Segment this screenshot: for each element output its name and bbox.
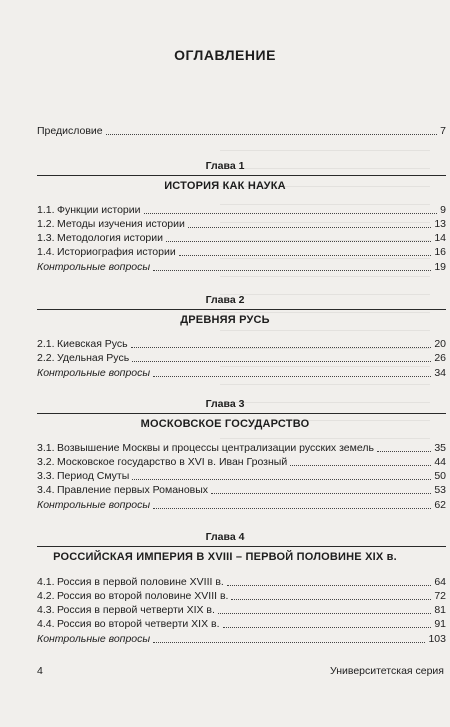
toc-entry[interactable] bbox=[37, 483, 446, 497]
entry-number: 3.4. bbox=[37, 484, 55, 496]
leader-dots bbox=[132, 478, 431, 480]
leader-dots bbox=[179, 254, 432, 256]
entry-number: 3.2. bbox=[37, 456, 55, 468]
leader-dots bbox=[106, 133, 438, 135]
entry-page: 19 bbox=[434, 261, 446, 273]
leader-dots bbox=[131, 346, 432, 348]
leader-dots bbox=[211, 492, 431, 494]
entry-number: 4.4. bbox=[37, 618, 55, 630]
entry-number: 2.2. bbox=[37, 352, 55, 364]
toc-entry-questions[interactable] bbox=[37, 366, 446, 380]
toc-entry[interactable] bbox=[37, 617, 446, 631]
toc-entry[interactable] bbox=[37, 217, 446, 231]
toc-entry-questions[interactable] bbox=[37, 632, 446, 646]
entry-text: Контрольные вопросы bbox=[37, 499, 151, 511]
chapter-rule bbox=[37, 309, 446, 310]
entry-number: 2.1. bbox=[37, 338, 55, 350]
entry-text: Контрольные вопросы bbox=[37, 367, 151, 379]
entry-text: Московское государство в XVI в. Иван Грозный bbox=[57, 456, 288, 468]
toc-entry-questions[interactable] bbox=[37, 498, 446, 512]
entry-page: 13 bbox=[434, 218, 446, 230]
entry-number: 3.1. bbox=[37, 442, 55, 454]
toc-entry[interactable] bbox=[37, 575, 446, 589]
entry-page: 7 bbox=[440, 125, 446, 137]
toc-entry[interactable] bbox=[37, 337, 446, 351]
leader-dots bbox=[231, 598, 431, 600]
entry-page: 64 bbox=[434, 576, 446, 588]
entry-page: 81 bbox=[434, 604, 446, 616]
chapter-label: Глава 3 bbox=[205, 398, 245, 410]
entry-text: Удельная Русь bbox=[57, 352, 130, 364]
toc-entry-preface[interactable] bbox=[37, 124, 446, 138]
series-name: Университетская серия bbox=[330, 665, 444, 677]
toc-entry[interactable] bbox=[37, 589, 446, 603]
entry-page: 9 bbox=[440, 204, 446, 216]
leader-dots bbox=[188, 226, 431, 228]
entry-number: 4.1. bbox=[37, 576, 55, 588]
entry-text: Предисловие bbox=[37, 125, 103, 137]
leader-dots bbox=[153, 269, 431, 271]
entry-text: Методология истории bbox=[57, 232, 163, 244]
entry-text: Россия в первой четверти XIX в. bbox=[57, 604, 215, 616]
leader-dots bbox=[144, 212, 438, 214]
toc-entry[interactable] bbox=[37, 203, 446, 217]
entry-text: Россия во второй четверти XIX в. bbox=[57, 618, 220, 630]
entry-page: 50 bbox=[434, 470, 446, 482]
entry-page: 91 bbox=[434, 618, 446, 630]
entry-text: Контрольные вопросы bbox=[37, 633, 151, 645]
chapter-title: ДРЕВНЯЯ РУСЬ bbox=[180, 314, 270, 326]
leader-dots bbox=[377, 450, 431, 452]
entry-number: 1.4. bbox=[37, 246, 55, 258]
entry-number: 4.2. bbox=[37, 590, 55, 602]
entry-page: 72 bbox=[434, 590, 446, 602]
entry-text: Историография истории bbox=[57, 246, 176, 258]
chapter-rule bbox=[37, 175, 446, 176]
leader-dots bbox=[166, 240, 431, 242]
leader-dots bbox=[153, 641, 425, 643]
chapter-title: РОССИЙСКАЯ ИМПЕРИЯ В XVIII – ПЕРВОЙ ПОЛОВИНЕ XIX в. bbox=[53, 551, 397, 563]
entry-page: 20 bbox=[434, 338, 446, 350]
entry-text: Киевская Русь bbox=[57, 338, 128, 350]
entry-text: Россия в первой половине XVIII в. bbox=[57, 576, 224, 588]
entry-text: Возвышение Москвы и процессы централизации русских земель bbox=[57, 442, 374, 454]
entry-page: 62 bbox=[434, 499, 446, 511]
entry-number: 1.1. bbox=[37, 204, 55, 216]
toc-entry[interactable] bbox=[37, 455, 446, 469]
entry-page: 26 bbox=[434, 352, 446, 364]
toc-entry[interactable] bbox=[37, 245, 446, 259]
entry-text: Методы изучения истории bbox=[57, 218, 185, 230]
chapter-label: Глава 1 bbox=[205, 160, 245, 172]
leader-dots bbox=[290, 464, 431, 466]
entry-number: 3.3. bbox=[37, 470, 55, 482]
entry-number: 4.3. bbox=[37, 604, 55, 616]
toc-entry[interactable] bbox=[37, 469, 446, 483]
entry-text: Период Смуты bbox=[57, 470, 130, 482]
entry-text: Функции истории bbox=[57, 204, 141, 216]
chapter-label: Глава 2 bbox=[205, 294, 245, 306]
leader-dots bbox=[132, 360, 431, 362]
leader-dots bbox=[153, 375, 431, 377]
entry-page: 103 bbox=[428, 633, 446, 645]
toc-entry[interactable] bbox=[37, 603, 446, 617]
chapter-rule bbox=[37, 546, 446, 547]
page-number: 4 bbox=[37, 665, 43, 677]
entry-number: 1.2. bbox=[37, 218, 55, 230]
chapter-title: МОСКОВСКОЕ ГОСУДАРСТВО bbox=[140, 418, 310, 430]
leader-dots bbox=[223, 626, 432, 628]
toc-entry[interactable] bbox=[37, 231, 446, 245]
entry-number: 1.3. bbox=[37, 232, 55, 244]
leader-dots bbox=[227, 584, 431, 586]
entry-page: 34 bbox=[434, 367, 446, 379]
chapter-label: Глава 4 bbox=[205, 531, 245, 543]
chapter-title: ИСТОРИЯ КАК НАУКА bbox=[164, 180, 286, 192]
entry-page: 14 bbox=[434, 232, 446, 244]
entry-text: Контрольные вопросы bbox=[37, 261, 151, 273]
leader-dots bbox=[218, 612, 431, 614]
leader-dots bbox=[153, 507, 431, 509]
toc-entry-questions[interactable] bbox=[37, 260, 446, 274]
chapter-rule bbox=[37, 413, 446, 414]
entry-text: Россия во второй половине XVIII в. bbox=[57, 590, 229, 602]
entry-page: 35 bbox=[434, 442, 446, 454]
page-title: ОГЛАВЛЕНИЕ bbox=[174, 47, 276, 63]
entry-text: Правление первых Романовых bbox=[57, 484, 209, 496]
entry-page: 44 bbox=[434, 456, 446, 468]
entry-page: 53 bbox=[434, 484, 446, 496]
entry-page: 16 bbox=[434, 246, 446, 258]
toc-entry[interactable] bbox=[37, 351, 446, 365]
toc-entry[interactable] bbox=[37, 441, 446, 455]
